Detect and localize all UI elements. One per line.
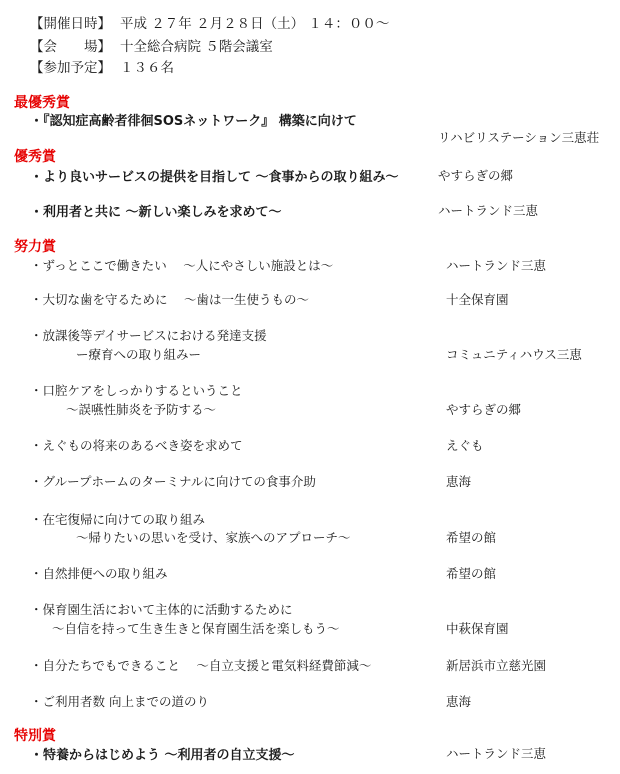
venue-value: 十全総合病院 ５階会議室 [120, 39, 273, 55]
award-title: ・グループホームのターミナルに向けての食事介助 [30, 474, 316, 489]
award-subtitle: 〜誤嚥性肺炎を予防する〜 [66, 402, 217, 417]
award-org: 恵海 [446, 474, 472, 489]
category-effort-award: 努力賞 [14, 239, 56, 255]
attendees-label: 【参加予定】 [30, 60, 111, 76]
award-title: ・自分たちでもできること 〜自立支援と電気料経費節減〜 [30, 658, 372, 673]
award-org: 恵海 [446, 694, 472, 709]
award-title: ・利用者と共に 〜新しい楽しみを求めて〜 [30, 205, 282, 220]
award-org: 新居浜市立慈光園 [446, 658, 547, 673]
category-top-award: 最優秀賞 [14, 95, 70, 111]
award-title: ・大切な歯を守るために 〜歯は一生使うもの〜 [30, 292, 309, 307]
datetime-label: 【開催日時】 [30, 16, 111, 32]
category-special-award: 特別賞 [14, 728, 56, 744]
award-title: ・特養からはじめよう 〜利用者の自立支援〜 [30, 748, 295, 763]
award-org: やすらぎの郷 [446, 402, 522, 417]
award-org: 十全保育園 [446, 292, 509, 307]
info-datetime [30, 12, 389, 32]
attendees-value: １３６名 [120, 60, 174, 76]
category-excellence-award: 優秀賞 [14, 149, 56, 165]
venue-label: 【会 場】 [30, 39, 111, 55]
award-title: ・より良いサービスの提供を目指して 〜食事からの取り組み〜 [30, 170, 399, 185]
award-org: ハートランド三恵 [446, 746, 547, 761]
award-title: ・保育園生活において主体的に活動するために [30, 602, 293, 617]
award-title: ・ずっとここで働きたい 〜人にやさしい施設とは〜 [30, 258, 334, 273]
award-title: ・在宅復帰に向けての取り組み [30, 512, 206, 527]
award-org: ハートランド三恵 [438, 203, 539, 218]
award-org: コミュニティハウス三恵 [446, 347, 582, 362]
award-title: ・自然排便への取り組み [30, 566, 168, 581]
award-org: ハートランド三恵 [446, 258, 547, 273]
award-org: リハビリステーション三恵荘 [438, 130, 600, 145]
award-org: えぐも [446, 438, 484, 453]
award-subtitle: 〜自信を持って生き生きと保育園生活を楽しもう〜 [52, 621, 340, 636]
info-venue [30, 35, 273, 55]
award-org: 中萩保育園 [446, 621, 509, 636]
info-attendees [30, 56, 174, 76]
award-title: ・えぐもの将来のあるべき姿を求めて [30, 438, 243, 453]
award-subtitle: ー療育への取り組みー [76, 347, 202, 362]
award-title: ・口腔ケアをしっかりするということ [30, 383, 243, 398]
award-title: ・放課後等デイサービスにおける発達支援 [30, 328, 267, 343]
award-org: やすらぎの郷 [438, 168, 514, 183]
award-org: 希望の館 [446, 530, 497, 545]
award-org: 希望の館 [446, 566, 497, 581]
award-subtitle: 〜帰りたいの思いを受け、家族へのアプローチ〜 [76, 530, 351, 545]
award-title: ・『認知症高齢者徘徊SOSネットワーク』 構築に向けて [30, 114, 357, 129]
datetime-value: 平成 ２７年 ２月２８日（土） １４：００〜 [120, 16, 390, 32]
award-title: ・ご利用者数 向上までの道のり [30, 694, 209, 709]
